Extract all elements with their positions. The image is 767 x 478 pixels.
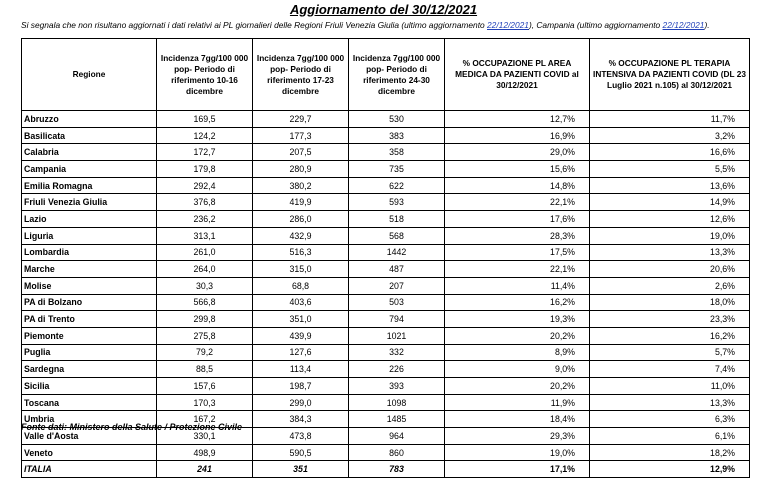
cell-incidenza-17-23: 403,6 — [253, 294, 349, 311]
cell-incidenza-24-30: 860 — [349, 444, 445, 461]
cell-incidenza-10-16: 169,5 — [157, 111, 253, 128]
cell-incidenza-17-23: 286,0 — [253, 211, 349, 228]
cell-region: Campania — [22, 161, 157, 178]
table-row — [22, 177, 750, 194]
cell-terapia-intensiva: 13,3% — [590, 394, 750, 411]
cell-incidenza-10-16: 124,2 — [157, 127, 253, 144]
note-date-campania: 22/12/2021 — [662, 20, 705, 30]
cell-terapia-intensiva: 19,0% — [590, 227, 750, 244]
cell-incidenza-17-23: 516,3 — [253, 244, 349, 261]
note-date-friuli: 22/12/2021 — [487, 20, 529, 30]
cell-region: Abruzzo — [22, 111, 157, 128]
cell-incidenza-24-30: 964 — [349, 428, 445, 445]
cell-incidenza-17-23: 315,0 — [253, 261, 349, 278]
cell-area-medica: 20,2% — [445, 327, 590, 344]
table-row — [22, 444, 750, 461]
cell-terapia-intensiva: 3,2% — [590, 127, 750, 144]
cell-area-medica: 8,9% — [445, 344, 590, 361]
column-header-area-medica: % OCCUPAZIONE PL AREA MEDICA DA PAZIENTI COVID al 30/12/2021 — [445, 39, 590, 111]
cell-incidenza-24-30: 735 — [349, 161, 445, 178]
cell-incidenza-17-23: 113,4 — [253, 361, 349, 378]
cell-region: Lazio — [22, 211, 157, 228]
cell-region: Liguria — [22, 227, 157, 244]
table-row — [22, 161, 750, 178]
page-title: Aggiornamento del 30/12/2021 — [289, 2, 478, 17]
cell-incidenza-24-30: 393 — [349, 378, 445, 395]
cell-area-medica: 29,3% — [445, 428, 590, 445]
cell-incidenza-24-30: 783 — [349, 461, 445, 478]
cell-incidenza-10-16: 236,2 — [157, 211, 253, 228]
table-row — [22, 194, 750, 211]
cell-region: Veneto — [22, 444, 157, 461]
cell-region: Puglia — [22, 344, 157, 361]
cell-terapia-intensiva: 5,5% — [590, 161, 750, 178]
cell-incidenza-17-23: 351,0 — [253, 311, 349, 328]
cell-region: Friuli Venezia Giulia — [22, 194, 157, 211]
table-row — [22, 311, 750, 328]
cell-incidenza-17-23: 198,7 — [253, 378, 349, 395]
cell-area-medica: 22,1% — [445, 194, 590, 211]
cell-area-medica: 17,6% — [445, 211, 590, 228]
cell-area-medica: 14,8% — [445, 177, 590, 194]
cell-region: Lombardia — [22, 244, 157, 261]
cell-terapia-intensiva: 14,9% — [590, 194, 750, 211]
cell-incidenza-17-23: 299,0 — [253, 394, 349, 411]
cell-incidenza-10-16: 275,8 — [157, 327, 253, 344]
cell-region: Marche — [22, 261, 157, 278]
cell-incidenza-24-30: 622 — [349, 177, 445, 194]
cell-region: Calabria — [22, 144, 157, 161]
cell-area-medica: 19,3% — [445, 311, 590, 328]
source-note: Fonte dati: Ministero della Salute / Protezione Civile — [21, 422, 243, 432]
cell-incidenza-24-30: 1442 — [349, 244, 445, 261]
table-row — [22, 361, 750, 378]
cell-incidenza-17-23: 380,2 — [253, 177, 349, 194]
table-header-row — [22, 39, 750, 111]
cell-incidenza-24-30: 593 — [349, 194, 445, 211]
table-row — [22, 144, 750, 161]
cell-incidenza-24-30: 226 — [349, 361, 445, 378]
table-row — [22, 111, 750, 128]
table-total-row — [22, 461, 750, 478]
cell-incidenza-17-23: 590,5 — [253, 444, 349, 461]
cell-incidenza-10-16: 170,3 — [157, 394, 253, 411]
cell-incidenza-17-23: 127,6 — [253, 344, 349, 361]
table-row — [22, 327, 750, 344]
cell-incidenza-10-16: 157,6 — [157, 378, 253, 395]
table-row — [22, 378, 750, 395]
cell-terapia-intensiva: 18,0% — [590, 294, 750, 311]
cell-incidenza-10-16: 179,8 — [157, 161, 253, 178]
cell-incidenza-10-16: 498,9 — [157, 444, 253, 461]
cell-area-medica: 29,0% — [445, 144, 590, 161]
table-row — [22, 127, 750, 144]
table-row — [22, 261, 750, 278]
column-header-terapia-intensiva: % OCCUPAZIONE PL TERAPIA INTENSIVA DA PAZIENTI COVID (DL 23 Luglio 2021 n.105) al 30/12/2021 — [590, 39, 750, 111]
cell-terapia-intensiva: 23,3% — [590, 311, 750, 328]
cell-area-medica: 16,2% — [445, 294, 590, 311]
cell-incidenza-10-16: 30,3 — [157, 277, 253, 294]
cell-incidenza-10-16: 313,1 — [157, 227, 253, 244]
column-header-incidenza-24-30: Incidenza 7gg/100 000 pop- Periodo di riferimento 24-30 dicembre — [349, 39, 445, 111]
cell-terapia-intensiva: 11,0% — [590, 378, 750, 395]
cell-incidenza-10-16: 88,5 — [157, 361, 253, 378]
cell-incidenza-24-30: 1098 — [349, 394, 445, 411]
cell-incidenza-17-23: 432,9 — [253, 227, 349, 244]
cell-terapia-intensiva: 12,6% — [590, 211, 750, 228]
cell-incidenza-10-16: 79,2 — [157, 344, 253, 361]
cell-region: PA di Trento — [22, 311, 157, 328]
cell-region: PA di Bolzano — [22, 294, 157, 311]
cell-region: Sicilia — [22, 378, 157, 395]
cell-incidenza-10-16: 261,0 — [157, 244, 253, 261]
cell-area-medica: 9,0% — [445, 361, 590, 378]
cell-incidenza-10-16: 292,4 — [157, 177, 253, 194]
cell-region: Sardegna — [22, 361, 157, 378]
cell-incidenza-10-16: 566,8 — [157, 294, 253, 311]
cell-region: Basilicata — [22, 127, 157, 144]
cell-area-medica: 20,2% — [445, 378, 590, 395]
cell-region: Molise — [22, 277, 157, 294]
cell-incidenza-24-30: 332 — [349, 344, 445, 361]
cell-incidenza-24-30: 383 — [349, 127, 445, 144]
cell-incidenza-17-23: 439,9 — [253, 327, 349, 344]
cell-terapia-intensiva: 18,2% — [590, 444, 750, 461]
table-row — [22, 227, 750, 244]
cell-area-medica: 17,1% — [445, 461, 590, 478]
cell-terapia-intensiva: 6,3% — [590, 411, 750, 428]
cell-incidenza-17-23: 419,9 — [253, 194, 349, 211]
cell-incidenza-24-30: 487 — [349, 261, 445, 278]
table-row — [22, 394, 750, 411]
table-row — [22, 277, 750, 294]
cell-area-medica: 15,6% — [445, 161, 590, 178]
incidence-table — [21, 38, 750, 478]
cell-area-medica: 18,4% — [445, 411, 590, 428]
column-header-incidenza-17-23: Incidenza 7gg/100 000 pop- Periodo di riferimento 17-23 dicembre — [253, 39, 349, 111]
cell-area-medica: 17,5% — [445, 244, 590, 261]
cell-terapia-intensiva: 11,7% — [590, 111, 750, 128]
table-row — [22, 294, 750, 311]
cell-incidenza-10-16: 264,0 — [157, 261, 253, 278]
cell-terapia-intensiva: 2,6% — [590, 277, 750, 294]
cell-area-medica: 11,9% — [445, 394, 590, 411]
cell-region: Emilia Romagna — [22, 177, 157, 194]
cell-terapia-intensiva: 7,4% — [590, 361, 750, 378]
cell-incidenza-10-16: 376,8 — [157, 194, 253, 211]
column-header-incidenza-10-16: Incidenza 7gg/100 000 pop- Periodo di riferimento 10-16 dicembre — [157, 39, 253, 111]
cell-incidenza-24-30: 794 — [349, 311, 445, 328]
cell-incidenza-24-30: 207 — [349, 277, 445, 294]
cell-area-medica: 19,0% — [445, 444, 590, 461]
cell-incidenza-24-30: 358 — [349, 144, 445, 161]
cell-terapia-intensiva: 5,7% — [590, 344, 750, 361]
cell-incidenza-17-23: 384,3 — [253, 411, 349, 428]
cell-terapia-intensiva: 12,9% — [590, 461, 750, 478]
cell-terapia-intensiva: 16,6% — [590, 144, 750, 161]
cell-terapia-intensiva: 13,6% — [590, 177, 750, 194]
cell-region: ITALIA — [22, 461, 157, 478]
update-note: Si segnala che non risultano aggiornati i dati relativi ai PL giornalieri delle Regioni Friuli Venezia Giulia (ultimo aggiornamento 22/12/2021), Campania (ultimo aggiornamento 22/12/2021). — [21, 20, 710, 30]
cell-incidenza-10-16: 172,7 — [157, 144, 253, 161]
cell-incidenza-24-30: 1485 — [349, 411, 445, 428]
cell-incidenza-17-23: 351 — [253, 461, 349, 478]
cell-incidenza-24-30: 1021 — [349, 327, 445, 344]
cell-region: Valle d'Aosta — [22, 428, 157, 445]
cell-terapia-intensiva: 16,2% — [590, 327, 750, 344]
cell-region: Toscana — [22, 394, 157, 411]
cell-terapia-intensiva: 6,1% — [590, 428, 750, 445]
table-row — [22, 344, 750, 361]
cell-incidenza-17-23: 177,3 — [253, 127, 349, 144]
cell-incidenza-10-16: 330,1 — [157, 428, 253, 445]
cell-incidenza-17-23: 207,5 — [253, 144, 349, 161]
cell-terapia-intensiva: 13,3% — [590, 244, 750, 261]
cell-area-medica: 11,4% — [445, 277, 590, 294]
cell-incidenza-17-23: 280,9 — [253, 161, 349, 178]
cell-area-medica: 12,7% — [445, 111, 590, 128]
table-row — [22, 244, 750, 261]
cell-region: Umbria — [22, 411, 157, 428]
cell-incidenza-10-16: 241 — [157, 461, 253, 478]
cell-incidenza-17-23: 473,8 — [253, 428, 349, 445]
cell-incidenza-10-16: 299,8 — [157, 311, 253, 328]
cell-incidenza-17-23: 68,8 — [253, 277, 349, 294]
cell-region: Piemonte — [22, 327, 157, 344]
cell-terapia-intensiva: 20,6% — [590, 261, 750, 278]
cell-incidenza-24-30: 518 — [349, 211, 445, 228]
cell-incidenza-10-16: 167,2 — [157, 411, 253, 428]
cell-area-medica: 16,9% — [445, 127, 590, 144]
column-header-regione: Regione — [22, 39, 157, 111]
cell-area-medica: 22,1% — [445, 261, 590, 278]
cell-incidenza-17-23: 229,7 — [253, 111, 349, 128]
cell-incidenza-24-30: 568 — [349, 227, 445, 244]
table-row — [22, 211, 750, 228]
cell-area-medica: 28,3% — [445, 227, 590, 244]
cell-incidenza-24-30: 530 — [349, 111, 445, 128]
cell-incidenza-24-30: 503 — [349, 294, 445, 311]
